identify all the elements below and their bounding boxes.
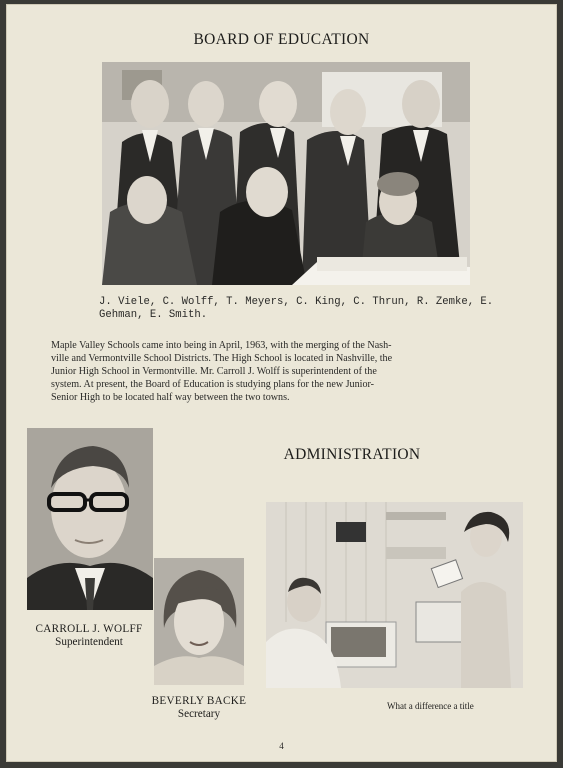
history-paragraph [51,339,527,404]
office-photo [266,502,523,688]
office-photo-caption: What a difference a title [387,701,474,711]
yearbook-page [6,4,557,762]
page-number: 4 [279,741,284,751]
paragraph-line: system. At present, the Board of Education is studying plans for the new Junior- [51,379,375,390]
board-caption-line2: Gehman, E. Smith. [99,309,208,321]
secretary-portrait [154,558,244,685]
superintendent-portrait [27,428,153,610]
paragraph-line: Senior High to be located half way between the two towns. [51,392,290,403]
board-group-photo [102,62,470,285]
paragraph-line: Maple Valley Schools came into being in April, 1963, with the merging of the Nash- [51,340,392,351]
superintendent-name: CARROLL J. WOLFF [35,623,143,635]
superintendent-role: Superintendent [55,636,123,648]
paragraph-line: Junior High School in Vermontville. Mr. Carroll J. Wolff is superintendent of the [51,366,377,377]
secretary-name: BEVERLY BACKE [151,695,247,707]
paragraph-line: ville and Vermontville School Districts. The High School is located in Nashville, the [51,353,393,364]
secretary-role: Secretary [177,708,221,720]
board-title: BOARD OF EDUCATION [193,31,370,48]
administration-title: ADMINISTRATION [283,446,421,463]
board-caption-line1: J. Viele, C. Wolff, T. Meyers, C. King, C. Thrun, R. Zemke, E. [99,296,494,308]
